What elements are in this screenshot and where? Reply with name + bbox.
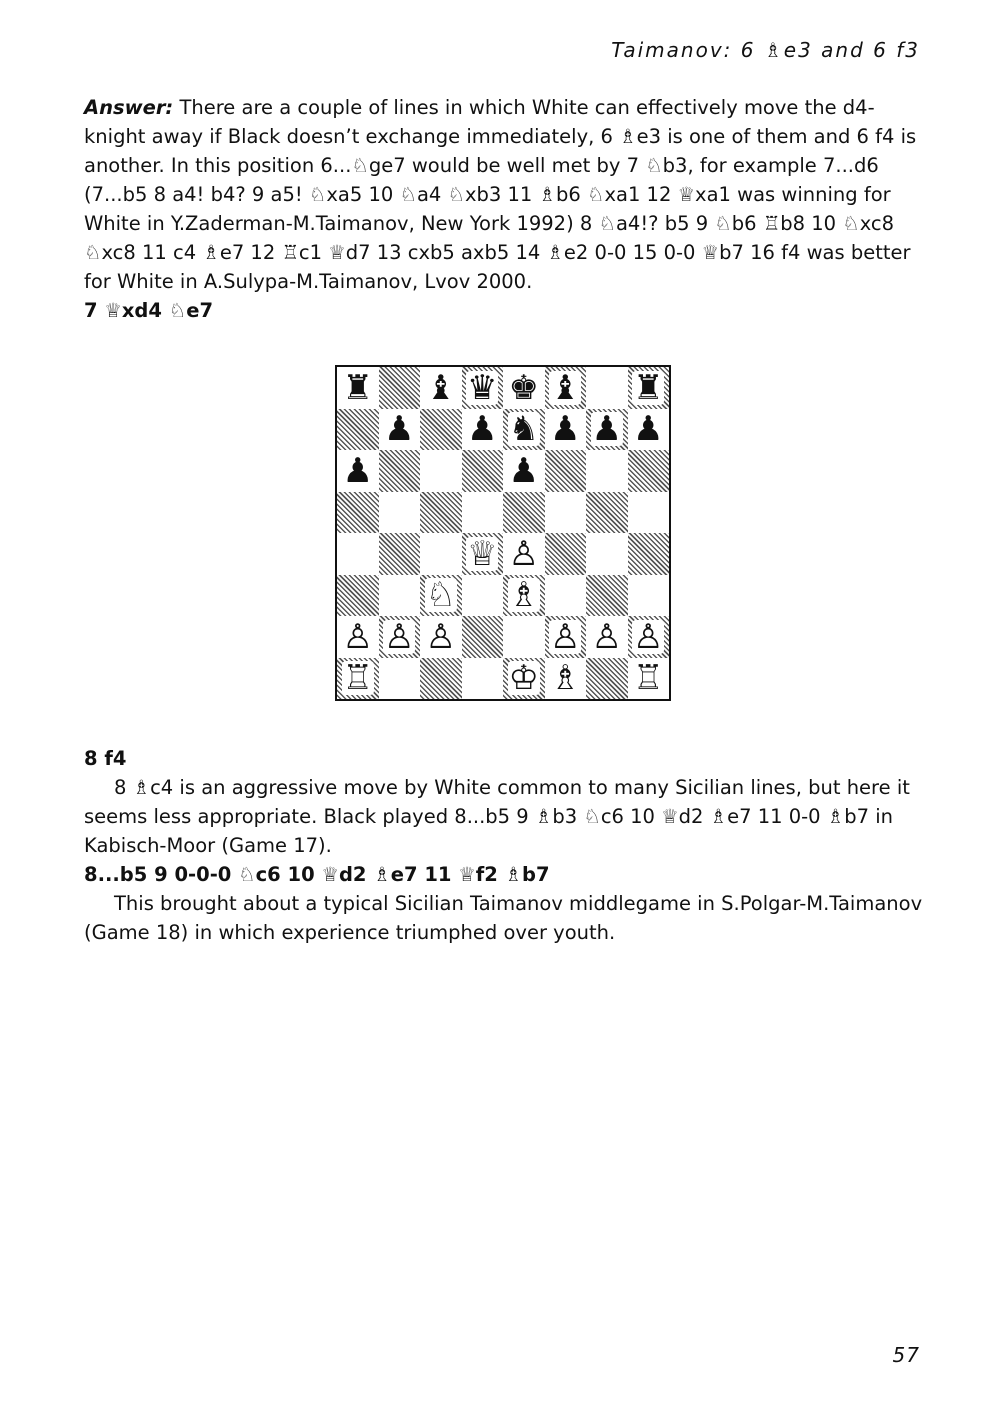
square-g5	[586, 492, 628, 534]
chess-piece: ♚	[508, 367, 539, 408]
chess-piece: ♟	[508, 450, 539, 491]
square-h2	[628, 616, 670, 658]
square-d2	[462, 616, 504, 658]
square-b3	[379, 575, 421, 617]
square-a8	[337, 367, 379, 409]
square-e5	[503, 492, 545, 534]
answer-paragraph	[84, 93, 924, 296]
chess-piece: ♝	[425, 367, 456, 408]
square-a1	[337, 658, 379, 700]
square-f5	[545, 492, 587, 534]
square-e8	[503, 367, 545, 409]
square-c5	[420, 492, 462, 534]
chess-piece: ♝	[550, 367, 581, 408]
square-c3	[420, 575, 462, 617]
square-e7	[503, 409, 545, 451]
chess-piece: ♙	[342, 616, 373, 657]
chess-piece: ♙	[425, 616, 456, 657]
final-paragraph: This brought about a typical Sicilian Taimanov middlegame in S.Polgar-M.Taimanov (Game 18) in which experience triumphed over youth.	[84, 892, 923, 944]
chess-board	[337, 367, 669, 699]
chess-piece: ♟	[550, 409, 581, 450]
square-h7	[628, 409, 670, 451]
square-f2	[545, 616, 587, 658]
answer-label: Answer:	[84, 96, 174, 119]
main-text	[84, 93, 924, 325]
square-b5	[379, 492, 421, 534]
chess-piece: ♟	[342, 450, 373, 491]
square-a5	[337, 492, 379, 534]
answer-body: There are a couple of lines in which White can effectively move the d4-knight away if Black doesn’t exchange immediately, 6 ♗e3 is one of them and 6 f4 is another. In this position 6...♘ge7 would be well met by 7 ♘b3, for example 7...d6 (7...b5 8 a4! b4? 9 a5! ♘xa5 10 ♘a4 ♘xb3 11 ♗b6 ♘xa1 12 ♕xa1 was winning for White in Y.Zaderman-M.Taimanov, New York 1992) 8 ♘a4!? b5 9 ♘b6 ♖b8 10 ♘xc8 ♘xc8 11 c4 ♗e7 12 ♖c1 ♕d7 13 cxb5 axb5 14 ♗e2 0-0 15 0-0 ♕b7 16 f4 was better for White in A.Sulypa-M.Taimanov, Lvov 2000.	[84, 96, 917, 293]
square-c8	[420, 367, 462, 409]
chess-piece: ♟	[467, 409, 498, 450]
chess-piece: ♙	[508, 533, 539, 574]
chess-piece: ♘	[425, 575, 456, 616]
square-c7	[420, 409, 462, 451]
square-b8	[379, 367, 421, 409]
square-h1	[628, 658, 670, 700]
chess-piece: ♖	[342, 658, 373, 699]
square-e3	[503, 575, 545, 617]
chess-piece: ♔	[508, 658, 539, 699]
square-g6	[586, 450, 628, 492]
square-a6	[337, 450, 379, 492]
chess-piece: ♙	[550, 616, 581, 657]
square-h5	[628, 492, 670, 534]
square-g3	[586, 575, 628, 617]
square-d3	[462, 575, 504, 617]
running-header: Taimanov: 6 ♗e3 and 6 f3	[611, 38, 920, 62]
square-g2	[586, 616, 628, 658]
square-b6	[379, 450, 421, 492]
chess-piece: ♛	[467, 367, 498, 408]
chess-piece: ♙	[633, 616, 664, 657]
square-d8	[462, 367, 504, 409]
square-h3	[628, 575, 670, 617]
square-d1	[462, 658, 504, 700]
square-c6	[420, 450, 462, 492]
square-c4	[420, 533, 462, 575]
chess-piece: ♞	[508, 409, 539, 450]
square-f4	[545, 533, 587, 575]
chess-piece: ♟	[633, 409, 664, 450]
square-b1	[379, 658, 421, 700]
square-h6	[628, 450, 670, 492]
chess-piece: ♟	[384, 409, 415, 450]
square-a2	[337, 616, 379, 658]
chess-piece: ♖	[633, 658, 664, 699]
chess-piece: ♗	[508, 575, 539, 616]
square-g7	[586, 409, 628, 451]
square-b2	[379, 616, 421, 658]
chess-piece: ♙	[591, 616, 622, 657]
chess-board-diagram	[335, 365, 671, 701]
square-f1	[545, 658, 587, 700]
square-b7	[379, 409, 421, 451]
square-f8	[545, 367, 587, 409]
move-7-heading: 7 ♕xd4 ♘e7	[84, 299, 214, 322]
square-e4	[503, 533, 545, 575]
square-g8	[586, 367, 628, 409]
square-a3	[337, 575, 379, 617]
square-e6	[503, 450, 545, 492]
square-a7	[337, 409, 379, 451]
move-8-heading: 8 f4	[84, 747, 127, 770]
square-f3	[545, 575, 587, 617]
square-g1	[586, 658, 628, 700]
chess-piece: ♟	[591, 409, 622, 450]
chess-piece: ♜	[633, 367, 664, 408]
square-c2	[420, 616, 462, 658]
square-h8	[628, 367, 670, 409]
square-d4	[462, 533, 504, 575]
square-b4	[379, 533, 421, 575]
square-c1	[420, 658, 462, 700]
square-h4	[628, 533, 670, 575]
chess-piece: ♗	[550, 658, 581, 699]
page-number: 57	[892, 1343, 920, 1367]
square-a4	[337, 533, 379, 575]
square-e2	[503, 616, 545, 658]
move-8-paragraph: 8 ♗c4 is an aggressive move by White common to many Sicilian lines, but here it seems less appropriate. Black played 8...b5 9 ♗b3 ♘c6 10 ♕d2 ♗e7 11 0-0 ♗b7 in Kabisch-Moor (Game 17).	[84, 776, 910, 857]
square-g4	[586, 533, 628, 575]
square-f6	[545, 450, 587, 492]
square-e1	[503, 658, 545, 700]
chess-piece: ♕	[467, 533, 498, 574]
move-8b-heading: 8...b5 9 0-0-0 ♘c6 10 ♕d2 ♗e7 11 ♕f2 ♗b7	[84, 863, 550, 886]
square-d7	[462, 409, 504, 451]
chess-piece: ♙	[384, 616, 415, 657]
square-d5	[462, 492, 504, 534]
square-f7	[545, 409, 587, 451]
continuation-text	[84, 744, 924, 947]
square-d6	[462, 450, 504, 492]
chess-piece: ♜	[342, 367, 373, 408]
